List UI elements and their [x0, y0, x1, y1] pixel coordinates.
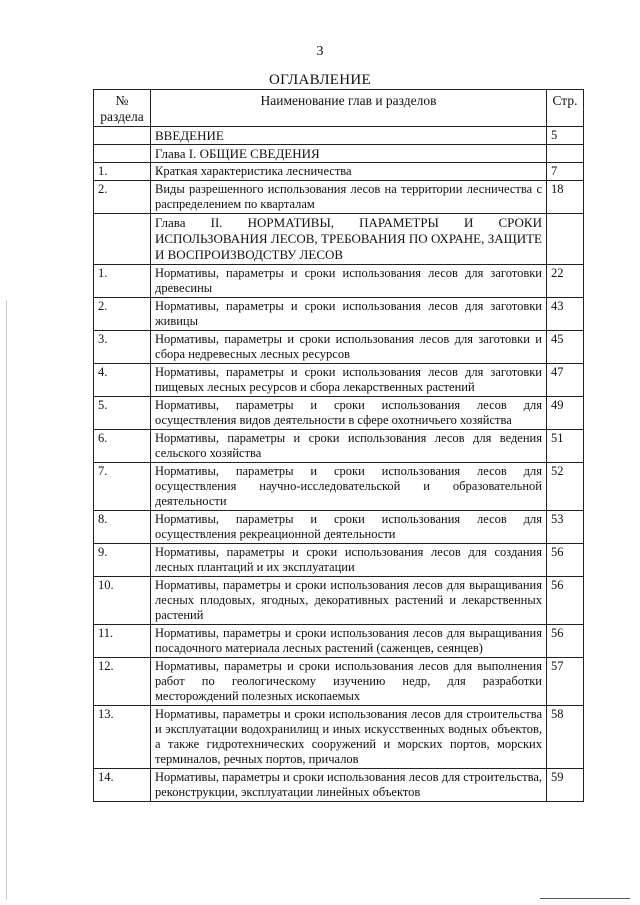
- row-name: Нормативы, параметры и сроки использования лесов для заготовки пищевых лесных ресурсов и сбора лекарственных растений: [151, 364, 547, 397]
- row-name: Нормативы, параметры и сроки использования лесов для осуществления рекреационной деятельности: [151, 511, 547, 544]
- row-page: 57: [547, 658, 584, 706]
- table-header-row: [94, 90, 584, 127]
- table-row: [94, 265, 584, 298]
- row-name: Нормативы, параметры и сроки использования лесов для заготовки и сбора недревесных лесных ресурсов: [151, 331, 547, 364]
- row-num: 9.: [94, 544, 151, 577]
- row-name: Нормативы, параметры и сроки использования лесов для осуществления научно-исследовательской и образовательной деятельности: [151, 463, 547, 511]
- row-name: Нормативы, параметры и сроки использования лесов для выращивания посадочного материала лесных растений (саженцев, сеянцев): [151, 625, 547, 658]
- footer-rule: [540, 898, 630, 899]
- row-name: Глава I. ОБЩИЕ СВЕДЕНИЯ: [151, 145, 547, 163]
- row-num: 6.: [94, 430, 151, 463]
- row-name: Нормативы, параметры и сроки использования лесов для ведения сельского хозяйства: [151, 430, 547, 463]
- row-num: 2.: [94, 181, 151, 214]
- row-page: 59: [547, 769, 584, 802]
- row-name: ВВЕДЕНИЕ: [151, 127, 547, 145]
- row-num: [94, 127, 151, 145]
- table-row: [94, 364, 584, 397]
- row-page: 7: [547, 163, 584, 181]
- page-title: ОГЛАВЛЕНИЕ: [269, 72, 371, 88]
- row-page: 49: [547, 397, 584, 430]
- row-page: 56: [547, 625, 584, 658]
- row-name: Нормативы, параметры и сроки использования лесов для строительства и эксплуатации водохранилищ и иных искусственных водных объектов, а также гидротехнических сооружений и морских портов, морских терминалов, речных портов, причалов: [151, 706, 547, 769]
- row-page: 53: [547, 511, 584, 544]
- row-name: Нормативы, параметры и сроки использования лесов для заготовки живицы: [151, 298, 547, 331]
- table-row: [94, 397, 584, 430]
- row-page: 47: [547, 364, 584, 397]
- table-row: [94, 430, 584, 463]
- table-row: [94, 181, 584, 214]
- row-name: Нормативы, параметры и сроки использования лесов для осуществления видов деятельности в сфере охотничьего хозяйства: [151, 397, 547, 430]
- row-num: 11.: [94, 625, 151, 658]
- toc-body: [94, 127, 584, 802]
- table-row: [94, 658, 584, 706]
- table-row: [94, 145, 584, 163]
- row-name: Глава II. НОРМАТИВЫ, ПАРАМЕТРЫ И СРОКИ ИСПОЛЬЗОВАНИЯ ЛЕСОВ, ТРЕБОВАНИЯ ПО ОХРАНЕ, ЗАЩИТЕ И ВОСПРОИЗВОДСТВУ ЛЕСОВ: [151, 214, 547, 265]
- table-row: [94, 577, 584, 625]
- row-name: Краткая характеристика лесничества: [151, 163, 547, 181]
- row-page: 5: [547, 127, 584, 145]
- table-row: [94, 331, 584, 364]
- row-num: 13.: [94, 706, 151, 769]
- header-name: Наименование глав и разделов: [151, 90, 547, 127]
- scan-edge: [6, 300, 7, 900]
- row-num: 1.: [94, 265, 151, 298]
- row-num: 3.: [94, 331, 151, 364]
- table-row: [94, 298, 584, 331]
- row-name: Нормативы, параметры и сроки использования лесов для выращивания лесных плодовых, ягодных, декоративных растений и лекарственных растений: [151, 577, 547, 625]
- toc-table: [93, 89, 584, 802]
- row-page: 22: [547, 265, 584, 298]
- row-page: 56: [547, 577, 584, 625]
- row-num: 1.: [94, 163, 151, 181]
- row-page: 56: [547, 544, 584, 577]
- header-page: Стр.: [547, 90, 584, 127]
- row-num: 4.: [94, 364, 151, 397]
- row-num: 14.: [94, 769, 151, 802]
- row-num: 2.: [94, 298, 151, 331]
- page-number: 3: [316, 44, 324, 59]
- row-num: [94, 145, 151, 163]
- row-page: [547, 214, 584, 265]
- row-num: [94, 214, 151, 265]
- row-page: 43: [547, 298, 584, 331]
- row-page: 18: [547, 181, 584, 214]
- table-row: [94, 706, 584, 769]
- table-row: [94, 769, 584, 802]
- table-row: [94, 625, 584, 658]
- row-page: [547, 145, 584, 163]
- table-row: [94, 163, 584, 181]
- row-page: 45: [547, 331, 584, 364]
- row-num: 5.: [94, 397, 151, 430]
- table-row: [94, 511, 584, 544]
- row-name: Нормативы, параметры и сроки использования лесов для заготовки древесины: [151, 265, 547, 298]
- row-num: 7.: [94, 463, 151, 511]
- table-row: [94, 544, 584, 577]
- row-num: 8.: [94, 511, 151, 544]
- row-name: Нормативы, параметры и сроки использования лесов для создания лесных плантаций и их эксплуатации: [151, 544, 547, 577]
- row-page: 58: [547, 706, 584, 769]
- row-name: Нормативы, параметры и сроки использования лесов для выполнения работ по геологическому изучению недр, для разработки месторождений полезных ископаемых: [151, 658, 547, 706]
- row-num: 10.: [94, 577, 151, 625]
- row-name: Виды разрешенного использования лесов на территории лесничества с распределением по кварталам: [151, 181, 547, 214]
- row-num: 12.: [94, 658, 151, 706]
- row-page: 52: [547, 463, 584, 511]
- header-num: № раздела: [94, 90, 151, 127]
- row-page: 51: [547, 430, 584, 463]
- table-row: [94, 214, 584, 265]
- table-row: [94, 463, 584, 511]
- table-row: [94, 127, 584, 145]
- row-name: Нормативы, параметры и сроки использования лесов для строительства, реконструкции, эксплуатации линейных объектов: [151, 769, 547, 802]
